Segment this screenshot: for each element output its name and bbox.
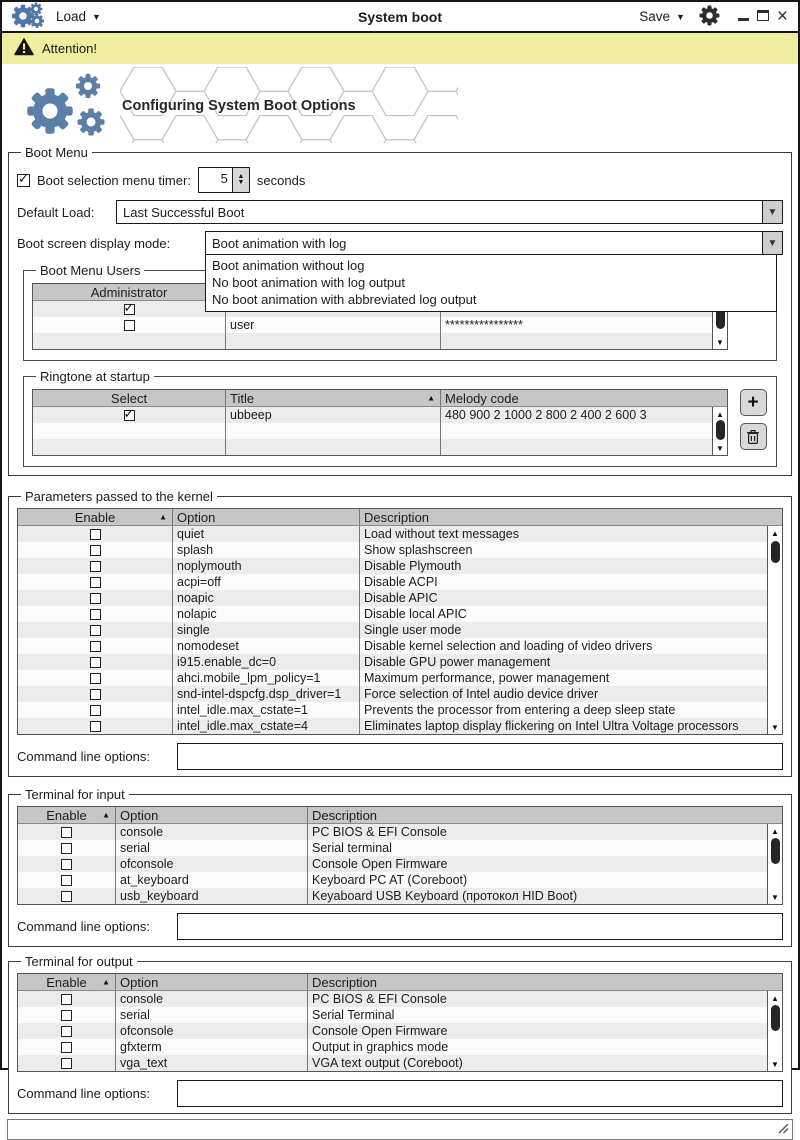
scroll-down-icon[interactable]: ▼ [713,442,727,454]
table-row[interactable] [18,542,782,558]
users-col-administrator[interactable] [33,284,225,300]
description-cell: Disable ACPI [359,574,782,590]
cmdline-label: Command line options: [17,749,177,764]
ringtone-col-select[interactable] [33,390,225,406]
ringtone-table-scrollbar[interactable] [712,407,727,455]
table-row[interactable] [18,1023,782,1039]
table-row[interactable] [18,638,782,654]
cmdline-label: Command line options: [17,1086,177,1101]
terminal-output-cmdline-input[interactable] [177,1080,783,1107]
boot-menu-legend: Boot Menu [21,145,92,160]
terminal-output-table [17,973,783,1072]
page-title: Configuring System Boot Options [122,98,356,114]
col-description[interactable] [307,974,782,990]
terminal-output-legend: Terminal for output [21,954,137,969]
select-checkbox[interactable] [124,410,135,421]
table-row[interactable] [18,991,782,1007]
display-mode-dropdown [205,254,777,312]
chevron-down-icon: ▼ [92,12,101,22]
option-cell: i915.enable_dc=0 [172,654,359,670]
timer-value: 5 [199,168,232,192]
ringtone-legend: Ringtone at startup [36,369,154,384]
table-row[interactable] [18,558,782,574]
enable-checkbox[interactable] [61,891,72,902]
boot-menu-fieldset [8,145,792,476]
description-cell: VGA text output (Coreboot) [307,1055,782,1071]
col-enable[interactable] [18,807,115,823]
enable-checkbox[interactable] [61,827,72,838]
timer-label: Boot selection menu timer: [37,173,191,188]
option-cell: splash [172,542,359,558]
col-option-label: Option [120,808,158,823]
enable-checkbox[interactable] [61,1010,72,1021]
table-row[interactable] [18,526,782,542]
boot-menu-users-legend: Boot Menu Users [36,263,144,278]
option-cell: ofconsole [115,1023,307,1039]
sort-asc-icon: ▲ [159,513,167,522]
description-cell: Eliminates laptop display flickering on Intel Ultra Voltage processors [359,718,782,734]
kernel-params-fieldset [8,489,792,777]
col-option[interactable] [115,974,307,990]
ringtone-col-title-label: Title [230,391,254,406]
banner-gears-icon [22,71,114,144]
table-row[interactable] [33,439,727,455]
table-row[interactable] [18,590,782,606]
enable-checkbox[interactable] [90,641,101,652]
enable-checkbox[interactable] [90,657,101,668]
description-cell: Load without text messages [359,526,782,542]
option-cell: nolapic [172,606,359,622]
user-name-cell: user [225,317,440,333]
col-enable-label: Enable [46,808,86,823]
close-button[interactable]: × [777,10,788,24]
enable-checkbox[interactable] [61,1042,72,1053]
option-cell: serial [115,840,307,856]
scroll-down-icon[interactable]: ▼ [768,891,782,903]
dropdown-option[interactable]: Boot animation without log [206,257,776,274]
description-cell: PC BIOS & EFI Console [307,824,782,840]
col-description-label: Description [364,510,429,525]
resize-grip-icon[interactable] [778,1122,789,1137]
terminal-input-cmdline-input[interactable] [177,913,783,940]
option-cell: vga_text [115,1055,307,1071]
option-cell: single [172,622,359,638]
scrollbar-thumb[interactable] [771,541,780,563]
scroll-up-icon[interactable]: ▲ [768,992,782,1004]
load-menu-button[interactable] [56,9,101,24]
table-row[interactable] [33,317,727,333]
default-load-combobox[interactable] [116,200,783,224]
enable-checkbox[interactable] [90,705,101,716]
col-option-label: Option [120,975,158,990]
scroll-down-icon[interactable]: ▼ [713,336,727,348]
option-cell: snd-intel-dspcfg.dsp_driver=1 [172,686,359,702]
scroll-up-icon[interactable]: ▲ [768,527,782,539]
attention-bar [2,33,798,64]
table-row[interactable] [18,888,782,904]
description-cell: Console Open Firmware [307,856,782,872]
timer-unit-label: seconds [257,173,305,188]
user-password-cell: **************** [440,317,727,333]
ringtone-col-select-label: Select [111,391,147,406]
description-cell: Force selection of Intel audio device driver [359,686,782,702]
enable-checkbox[interactable] [61,843,72,854]
description-cell: Disable GPU power management [359,654,782,670]
col-enable[interactable] [18,974,115,990]
save-menu-button[interactable] [639,9,685,24]
save-menu-label: Save [639,9,670,24]
combobox-arrow-icon[interactable]: ▼ [762,201,782,223]
ringtone-col-title[interactable] [225,390,440,406]
option-cell: console [115,824,307,840]
scroll-down-icon[interactable]: ▼ [768,1058,782,1070]
option-cell: intel_idle.max_cstate=4 [172,718,359,734]
ringtone-melody-cell: 480 900 2 1000 2 800 2 400 2 600 3 [440,407,727,423]
option-cell: gfxterm [115,1039,307,1055]
enable-checkbox[interactable] [61,859,72,870]
load-menu-label: Load [56,9,86,24]
option-cell: at_keyboard [115,872,307,888]
cmdline-label: Command line options: [17,919,177,934]
option-cell: quiet [172,526,359,542]
enable-checkbox[interactable] [61,1026,72,1037]
enable-checkbox[interactable] [90,625,101,636]
enable-checkbox[interactable] [90,609,101,620]
table-row[interactable] [18,622,782,638]
scrollbar-thumb[interactable] [771,1005,780,1031]
add-ringtone-button[interactable]: + [740,389,767,416]
sort-asc-icon: ▲ [427,394,435,403]
table-row[interactable] [18,872,782,888]
enable-checkbox[interactable] [90,689,101,700]
table-row[interactable] [18,718,782,734]
option-cell: noapic [172,590,359,606]
maximize-button[interactable] [757,9,769,24]
scrollbar-thumb[interactable] [716,420,725,440]
dropdown-option[interactable]: No boot animation with abbreviated log output [206,291,776,308]
dropdown-option[interactable]: No boot animation with log output [206,274,776,291]
timer-spinner[interactable] [198,167,250,193]
description-cell: Disable Plymouth [359,558,782,574]
minimize-icon [738,18,749,21]
option-cell: intel_idle.max_cstate=1 [172,702,359,718]
enable-checkbox[interactable] [90,545,101,556]
default-load-label: Default Load: [17,205,112,220]
enable-checkbox[interactable] [61,875,72,886]
description-cell: Console Open Firmware [307,1023,782,1039]
titlebar [2,2,798,33]
table-row[interactable] [18,702,782,718]
table-row[interactable] [18,856,782,872]
enable-checkbox[interactable] [90,673,101,684]
app-gears-icon [12,2,44,31]
kernel-params-legend: Parameters passed to the kernel [21,489,217,504]
table-row[interactable] [18,824,782,840]
description-cell: Output in graphics mode [307,1039,782,1055]
col-description[interactable] [307,807,782,823]
default-load-value: Last Successful Boot [117,205,762,220]
terminal-input-table [17,806,783,905]
scroll-up-icon[interactable]: ▲ [713,408,727,420]
ringtone-title-cell: ubbeep [225,407,440,423]
sort-asc-icon: ▲ [102,811,110,820]
ringtone-table [32,389,728,456]
option-cell: ofconsole [115,856,307,872]
attention-text: Attention! [42,41,97,56]
option-cell: console [115,991,307,1007]
admin-checkbox[interactable] [124,304,135,315]
scroll-down-icon[interactable]: ▼ [768,721,782,733]
col-enable-label: Enable [75,510,115,525]
terminal-input-legend: Terminal for input [21,787,129,802]
description-cell: Single user mode [359,622,782,638]
delete-ringtone-button[interactable] [740,423,767,450]
warning-triangle-icon [14,38,34,59]
enable-checkbox[interactable] [61,1058,72,1069]
ringtone-col-melody[interactable] [440,390,727,406]
col-description-label: Description [312,975,377,990]
timer-checkbox[interactable] [17,174,30,187]
table-row[interactable] [18,1055,782,1071]
sort-asc-icon: ▲ [102,978,110,987]
minimize-button[interactable] [738,9,749,24]
ringtone-fieldset [23,369,777,467]
table-row[interactable] [18,654,782,670]
table-row[interactable] [18,686,782,702]
kernel-table-scrollbar[interactable] [767,526,782,734]
description-cell: Prevents the processor from entering a deep sleep state [359,702,782,718]
table-row[interactable] [18,670,782,686]
enable-checkbox[interactable] [90,593,101,604]
enable-checkbox[interactable] [61,994,72,1005]
col-enable[interactable] [18,509,172,525]
description-cell: PC BIOS & EFI Console [307,991,782,1007]
enable-checkbox[interactable] [90,577,101,588]
col-option[interactable] [115,807,307,823]
description-cell: Maximum performance, power management [359,670,782,686]
col-enable-label: Enable [46,975,86,990]
combobox-arrow-icon[interactable]: ▼ [762,232,782,254]
option-cell: acpi=off [172,574,359,590]
kernel-cmdline-input[interactable] [177,743,783,770]
option-cell: nomodeset [172,638,359,654]
table-row[interactable] [18,606,782,622]
scrollbar-thumb[interactable] [771,838,780,864]
description-cell: Disable kernel selection and loading of video drivers [359,638,782,654]
description-cell: Disable APIC [359,590,782,606]
enable-checkbox[interactable] [90,529,101,540]
enable-checkbox[interactable] [90,561,101,572]
table-row[interactable] [18,574,782,590]
kernel-params-table [17,508,783,735]
chevron-down-icon: ▼ [676,12,685,22]
option-cell: serial [115,1007,307,1023]
display-mode-label: Boot screen display mode: [17,236,201,251]
terminal-output-fieldset [8,954,792,1114]
admin-checkbox[interactable] [124,320,135,331]
option-cell: noplymouth [172,558,359,574]
table-row[interactable] [33,407,727,423]
col-description-label: Description [312,808,377,823]
col-option-label: Option [177,510,215,525]
description-cell: Serial terminal [307,840,782,856]
display-mode-combobox[interactable] [205,231,783,255]
terminal-input-scrollbar[interactable] [767,824,782,904]
description-cell: Keyboard PC AT (Coreboot) [307,872,782,888]
description-cell: Show splashscreen [359,542,782,558]
option-cell: usb_keyboard [115,888,307,904]
table-row[interactable] [33,333,727,349]
table-row[interactable] [18,1039,782,1055]
display-mode-value: Boot animation with log [206,236,762,251]
terminal-input-fieldset [8,787,792,947]
maximize-icon [757,10,769,21]
description-cell: Keyaboard USB Keyboard (протокол HID Boot) [307,888,782,904]
table-row[interactable] [18,1007,782,1023]
description-cell: Disable local APIC [359,606,782,622]
ringtone-col-melody-label: Melody code [445,391,519,406]
header-banner [2,67,798,145]
terminal-output-scrollbar[interactable] [767,991,782,1071]
scroll-up-icon[interactable]: ▲ [768,825,782,837]
enable-checkbox[interactable] [90,721,101,732]
spinner-arrows-icon[interactable]: ▲ ▼ [232,168,249,192]
col-description[interactable] [359,509,782,525]
settings-gear-icon[interactable] [699,5,720,29]
col-option[interactable] [172,509,359,525]
description-cell: Serial Terminal [307,1007,782,1023]
status-resize-bar[interactable] [7,1119,793,1140]
table-row[interactable] [33,423,727,439]
option-cell: ahci.mobile_lpm_policy=1 [172,670,359,686]
table-row[interactable] [18,840,782,856]
window-title: System boot [2,9,798,25]
users-col-administrator-label: Administrator [91,285,168,300]
